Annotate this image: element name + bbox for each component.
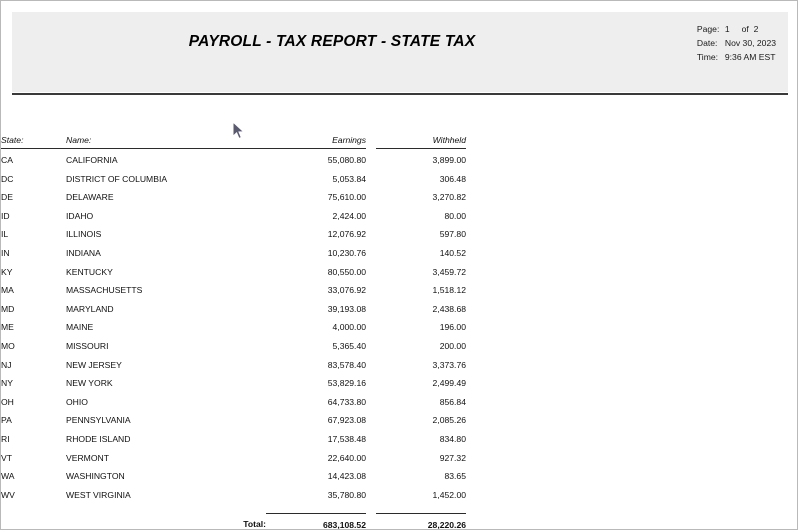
cell-withheld: 597.80 <box>439 229 466 240</box>
cell-name: INDIANA <box>66 247 101 258</box>
total-spacer-row <box>1 504 466 513</box>
cell-gap <box>366 170 376 189</box>
total-gap <box>366 513 376 530</box>
table-header-row <box>1 135 466 151</box>
cell-withheld: 1,518.12 <box>432 285 466 296</box>
meta-date-value: Nov 30, 2023 <box>724 38 776 48</box>
cell-withheld: 3,899.00 <box>432 155 466 165</box>
cell-name: IDAHO <box>66 210 94 221</box>
cell-name: DISTRICT OF COLUMBIA <box>66 173 168 184</box>
table-row <box>1 207 466 226</box>
total-withheld-value: 28,220.26 <box>376 513 466 530</box>
cell-gap <box>366 337 376 356</box>
total-blank-state <box>1 513 66 530</box>
cell-gap <box>366 225 376 244</box>
cell-withheld: 1,452.00 <box>432 489 466 500</box>
table-row <box>1 281 466 300</box>
cell-earnings: 53,829.16 <box>327 378 366 389</box>
cell-gap <box>366 393 376 412</box>
cell-gap <box>366 207 376 226</box>
column-gap <box>366 135 376 151</box>
page-total: 2 <box>753 24 759 34</box>
cell-name: NEW JERSEY <box>66 359 122 370</box>
table-row <box>1 449 466 468</box>
cell-gap <box>366 467 376 486</box>
cell-name: VERMONT <box>66 452 109 463</box>
cell-state: IN <box>1 247 10 258</box>
cell-state: RI <box>1 433 10 444</box>
cell-gap <box>366 411 376 430</box>
cell-gap <box>366 374 376 393</box>
cell-state: NY <box>1 378 13 389</box>
cell-earnings: 39,193.08 <box>327 303 366 314</box>
page-number: 1 <box>724 24 730 34</box>
cell-gap <box>366 281 376 300</box>
cell-earnings: 67,923.08 <box>327 415 366 426</box>
table-row <box>1 486 466 505</box>
column-header-state: State: <box>1 135 66 151</box>
cell-state: PA <box>1 415 12 426</box>
cell-gap <box>366 430 376 449</box>
cell-withheld: 83.65 <box>444 471 466 482</box>
cell-name: WEST VIRGINIA <box>66 489 131 500</box>
table-row <box>1 467 466 486</box>
table-row <box>1 300 466 319</box>
cell-name: MARYLAND <box>66 303 114 314</box>
cell-name: OHIO <box>66 396 88 407</box>
total-label: Total: <box>243 519 266 530</box>
cell-earnings: 55,080.80 <box>327 155 366 165</box>
total-earnings-value: 683,108.52 <box>266 513 366 530</box>
cell-withheld: 200.00 <box>439 340 466 351</box>
cell-earnings: 5,053.84 <box>332 173 366 184</box>
cell-withheld: 2,438.68 <box>432 303 466 314</box>
cell-state: WV <box>1 489 15 500</box>
cell-name: MISSOURI <box>66 340 109 351</box>
table-header <box>1 135 466 151</box>
cell-state: WA <box>1 471 15 482</box>
cell-state: OH <box>1 396 14 407</box>
cell-earnings: 17,538.48 <box>327 433 366 444</box>
cell-name: CALIFORNIA <box>66 155 118 165</box>
total-row <box>1 513 466 530</box>
cell-earnings: 14,423.08 <box>327 471 366 482</box>
cell-withheld: 3,270.82 <box>432 192 466 203</box>
cell-earnings: 2,424.00 <box>332 210 366 221</box>
cell-state: IL <box>1 229 9 240</box>
cell-gap <box>366 449 376 468</box>
cell-state: CA <box>1 155 13 165</box>
meta-date-label: Date: <box>696 38 718 48</box>
cell-earnings: 64,733.80 <box>327 396 366 407</box>
cell-earnings: 12,076.92 <box>327 229 366 240</box>
cell-gap <box>366 356 376 375</box>
cell-withheld: 196.00 <box>439 322 466 333</box>
cell-withheld: 927.32 <box>439 452 466 463</box>
state-tax-table <box>1 135 466 530</box>
cell-earnings: 35,780.80 <box>327 489 366 500</box>
cell-state: KY <box>1 266 13 277</box>
cell-withheld: 2,499.49 <box>432 378 466 389</box>
cell-gap <box>366 300 376 319</box>
cell-state: NJ <box>1 359 12 370</box>
cell-earnings: 33,076.92 <box>327 285 366 296</box>
cell-earnings: 5,365.40 <box>332 340 366 351</box>
cell-state: VT <box>1 452 12 463</box>
cell-withheld: 856.84 <box>439 396 466 407</box>
table-row <box>1 411 466 430</box>
report-table-area <box>1 135 798 530</box>
cell-gap <box>366 151 376 170</box>
cell-earnings: 75,610.00 <box>327 192 366 203</box>
column-header-name: Name: <box>66 135 266 151</box>
cell-name: WASHINGTON <box>66 471 125 482</box>
meta-page-row <box>697 22 776 36</box>
cell-earnings: 83,578.40 <box>327 359 366 370</box>
cell-withheld: 140.52 <box>439 247 466 258</box>
table-row <box>1 263 466 282</box>
cell-state: MD <box>1 303 15 314</box>
cell-state: DC <box>1 173 14 184</box>
table-row <box>1 318 466 337</box>
table-row <box>1 430 466 449</box>
cell-earnings: 80,550.00 <box>327 266 366 277</box>
cell-state: ID <box>1 210 10 221</box>
cell-gap <box>366 318 376 337</box>
table-body <box>1 151 466 504</box>
cell-state: ME <box>1 322 14 333</box>
cell-name: MASSACHUSETTS <box>66 285 143 296</box>
cell-gap <box>366 244 376 263</box>
meta-page-value <box>725 22 759 36</box>
cell-state: MA <box>1 285 14 296</box>
table-row <box>1 374 466 393</box>
cell-withheld: 3,373.76 <box>432 359 466 370</box>
meta-time-value: 9:36 AM EST <box>724 52 776 62</box>
cell-earnings: 22,640.00 <box>327 452 366 463</box>
table-row <box>1 393 466 412</box>
cell-name: NEW YORK <box>66 378 113 389</box>
meta-time-label: Time: <box>696 52 719 62</box>
table-row <box>1 188 466 207</box>
cell-name: RHODE ISLAND <box>66 433 131 444</box>
cell-name: ILLINOIS <box>66 229 102 240</box>
header-divider-rule <box>12 93 788 95</box>
column-header-earnings: Earnings <box>266 135 366 151</box>
cell-name: MAINE <box>66 322 94 333</box>
report-header-band <box>12 12 788 92</box>
page-title: PAYROLL - TAX REPORT - STATE TAX <box>188 33 476 50</box>
table-row <box>1 170 466 189</box>
table-row <box>1 356 466 375</box>
cell-state: MO <box>1 340 15 351</box>
cell-withheld: 3,459.72 <box>432 266 466 277</box>
table-row <box>1 337 466 356</box>
meta-date-row <box>697 36 776 50</box>
cell-withheld: 834.80 <box>439 433 466 444</box>
cell-state: DE <box>1 192 13 203</box>
column-header-withheld: Withheld <box>376 135 466 151</box>
table-row <box>1 225 466 244</box>
page-of-label: of <box>741 24 749 34</box>
cell-withheld: 306.48 <box>439 173 466 184</box>
cell-gap <box>366 263 376 282</box>
report-meta-block <box>697 22 776 64</box>
cell-gap <box>366 188 376 207</box>
cell-earnings: 10,230.76 <box>327 247 366 258</box>
cell-name: DELAWARE <box>66 192 114 203</box>
cell-name: PENNSYLVANIA <box>66 415 131 426</box>
cell-gap <box>366 486 376 505</box>
cell-withheld: 2,085.26 <box>432 415 466 426</box>
meta-time-row <box>697 50 776 64</box>
meta-page-label: Page: <box>696 24 720 34</box>
cell-withheld: 80.00 <box>444 210 466 221</box>
table-footer <box>1 504 466 530</box>
table-row <box>1 151 466 170</box>
cell-name: KENTUCKY <box>66 266 113 277</box>
table-row <box>1 244 466 263</box>
cell-earnings: 4,000.00 <box>332 322 366 333</box>
